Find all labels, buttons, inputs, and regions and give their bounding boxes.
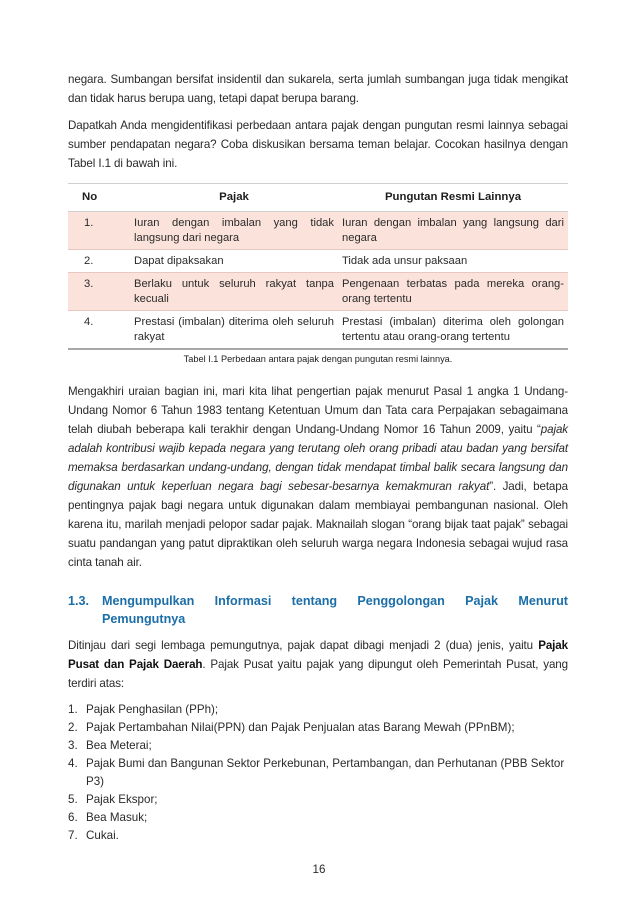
cell-pungutan: Prestasi (imbalan) diterima oleh golongan tertentu atau orang-orang tertentu — [338, 311, 568, 350]
list-item-text: Bea Meterai; — [86, 739, 152, 752]
list-item-number: 1. — [68, 703, 78, 716]
paragraph-pengertian-end: ”. Jadi, betapa pentingnya pajak bagi negara untuk digunakan dalam membiayai pembangunan nasional. Oleh karena itu, marilah menjadi pelopor sadar pajak. Maknailah slogan “orang bijak taat pajak” sebagai suatu pandangan yang patut dipraktikan oleh seluruh warga negara Indonesia sebagai wujud rasa cinta tanah air. — [68, 480, 568, 569]
section-number: 1.3. — [68, 594, 90, 608]
list-item — [68, 791, 568, 809]
section-title-line2: Pemungutnya — [102, 612, 186, 626]
cell-no: 2. — [68, 250, 130, 273]
pajak-pusat-list — [68, 701, 568, 845]
paragraph-identifikasi: Dapatkah Anda mengidentifikasi perbedaan antara pajak dengan pungutan resmi lainnya sebagai sumber pendapatan negara? Coba diskusikan bersama teman belajar. Cocokan hasilnya dengan Tabel I.1 di bawah ini. — [68, 119, 568, 170]
cell-pungutan: Pengenaan terbatas pada mereka orang-orang tertentu — [338, 273, 568, 311]
table-row — [68, 273, 568, 311]
paragraph-lembaga-bold: Pajak Pusat dan Pajak Daerah — [68, 639, 568, 671]
table-row — [68, 250, 568, 273]
cell-pajak: Dapat dipaksakan — [130, 250, 338, 273]
header-pungutan: Pungutan Resmi Lainnya — [338, 184, 568, 212]
list-item-text: Cukai. — [86, 829, 119, 842]
list-item-number: 4. — [68, 757, 78, 770]
paragraph-lembaga-end: . Pajak Pusat yaitu pajak yang dipungut oleh Pemerintah Pusat, yang terdiri atas: — [68, 658, 568, 690]
section-title-wrap — [102, 592, 568, 628]
paragraph-pengertian-pajak — [68, 382, 568, 572]
paragraph-lembaga-pemungut — [68, 636, 568, 693]
list-item — [68, 719, 568, 737]
paragraph-pengertian-definition: pajak adalah kontribusi wajib kepada negara yang terutang oleh orang pribadi atau badan yang bersifat memaksa berdasarkan undang-undang, dengan tidak mendapat timbal balik secara langsung dan digunakan untuk keperluan negara bagi sebesar-besarnya kemakmuran rakyat — [68, 423, 568, 493]
cell-no: 3. — [68, 273, 130, 311]
cell-pungutan: Tidak ada unsur paksaan — [338, 250, 568, 273]
list-item-text: Pajak Pertambahan Nilai(PPN) dan Pajak Penjualan atas Barang Mewah (PPnBM); — [86, 721, 515, 734]
cell-pajak: Iuran dengan imbalan yang tidak langsung dari negara — [130, 212, 338, 250]
list-item — [68, 809, 568, 827]
list-item — [68, 755, 568, 791]
table-header-row — [68, 184, 568, 212]
list-item-text: Pajak Ekspor; — [86, 793, 158, 806]
cell-pajak: Prestasi (imbalan) diterima oleh seluruh rakyat — [130, 311, 338, 350]
list-item-number: 6. — [68, 811, 78, 824]
table-row — [68, 212, 568, 250]
list-item — [68, 737, 568, 755]
paragraph-pengertian-start: Mengakhiri uraian bagian ini, mari kita lihat pengertian pajak menurut Pasal 1 angka 1 Undang-Undang Nomor 6 Tahun 1983 tentang Ketentuan Umum dan Tata cara Perpajakan sebagaimana telah diubah beberapa kali terakhir dengan Undang-Undang Nomor 16 Tahun 2009, yaitu “ — [68, 385, 568, 436]
cell-pungutan: Iuran dengan imbalan yang langsung dari negara — [338, 212, 568, 250]
cell-pajak: Berlaku untuk seluruh rakyat tanpa kecuali — [130, 273, 338, 311]
section-title-line1: Mengumpulkan Informasi tentang Penggolongan Pajak Menurut — [102, 594, 568, 608]
table-row — [68, 311, 568, 350]
list-item — [68, 701, 568, 719]
list-item-text: Bea Masuk; — [86, 811, 148, 824]
paragraph-lembaga-start: Ditinjau dari segi lembaga pemungutnya, pajak dapat dibagi menjadi 2 (dua) jenis, yaitu — [68, 639, 539, 652]
section-heading — [68, 592, 568, 628]
list-item-number: 5. — [68, 793, 78, 806]
page-number: 16 — [312, 863, 326, 876]
list-item-number: 3. — [68, 739, 78, 752]
list-item-number: 2. — [68, 721, 78, 734]
cell-no: 4. — [68, 311, 130, 350]
list-item-text: Pajak Penghasilan (PPh); — [86, 703, 219, 716]
paragraph-sumbangan: negara. Sumbangan bersifat insidentil dan sukarela, serta jumlah sumbangan juga tidak mengikat dan tidak harus berupa uang, tetapi dapat berupa barang. — [68, 73, 568, 105]
table-caption: Tabel I.1 Perbedaan antara pajak dengan pungutan resmi lainnya. — [183, 354, 453, 364]
cell-no: 1. — [68, 212, 130, 250]
list-item — [68, 827, 568, 845]
list-item-number: 7. — [68, 829, 78, 842]
page-content — [68, 70, 568, 845]
header-no: No — [68, 184, 130, 212]
header-pajak: Pajak — [130, 184, 338, 212]
list-item-text: Pajak Bumi dan Bangunan Sektor Perkebunan, Pertambangan, dan Perhutanan (PBB Sektor P3) — [86, 757, 565, 788]
comparison-table — [68, 183, 568, 350]
